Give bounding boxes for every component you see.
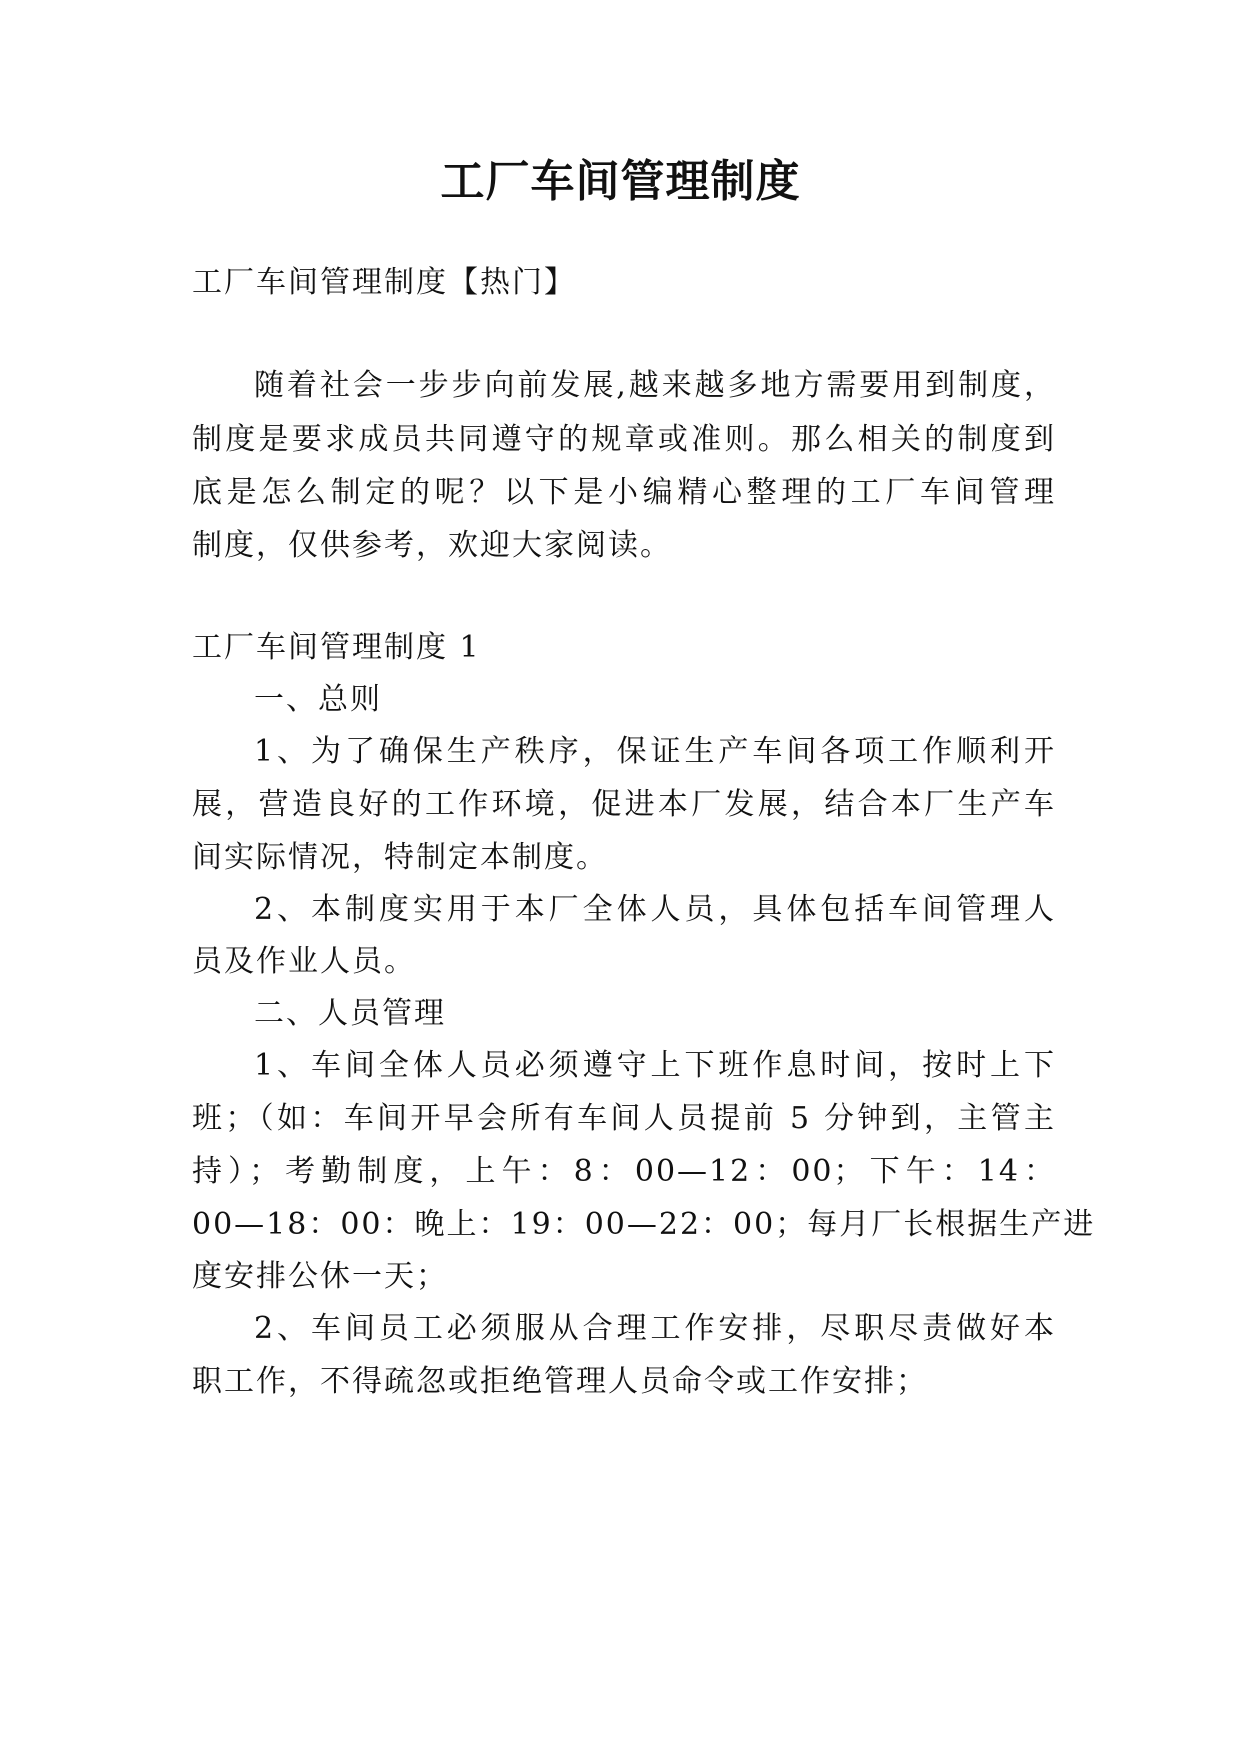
heading-general: 一、总则: [254, 682, 382, 717]
general-item-1-line-2: 展，营造良好的工作环境，促进本厂发展，结合本厂生产车: [192, 787, 1056, 822]
personnel-item-1-line-2: 班；（如：车间开早会所有车间人员提前 5 分钟到，主管主: [192, 1101, 1056, 1136]
intro-line-1: 随着社会一步步向前发展,越来越多地方需要用到制度，: [254, 368, 1056, 403]
general-item-2-line-2: 员及作业人员。: [192, 944, 416, 979]
personnel-item-1-line-3: 持）；考勤制度，上午：8：00—12：00；下午：14：: [192, 1154, 1056, 1189]
general-item-1-line-1: 1、为了确保生产秩序，保证生产车间各项工作顺利开: [254, 734, 1056, 769]
intro-line-2: 制度是要求成员共同遵守的规章或准则。那么相关的制度到: [192, 422, 1056, 457]
personnel-item-1-line-4: 00—18：00：晚上：19：00—22：00；每月厂长根据生产进: [192, 1207, 1096, 1242]
general-item-2-line-1: 2、本制度实用于本厂全体人员，具体包括车间管理人: [254, 892, 1056, 927]
section-1-title: 工厂车间管理制度 1: [192, 630, 481, 665]
personnel-item-1-line-5: 度安排公休一天；: [192, 1259, 448, 1294]
heading-personnel: 二、人员管理: [254, 996, 446, 1031]
document-title: 工厂车间管理制度: [440, 156, 801, 207]
personnel-item-2-line-1: 2、车间员工必须服从合理工作安排，尽职尽责做好本: [254, 1311, 1056, 1346]
intro-line-3: 底是怎么制定的呢？以下是小编精心整理的工厂车间管理: [192, 475, 1056, 510]
document-subtitle: 工厂车间管理制度【热门】: [192, 265, 576, 300]
personnel-item-1-line-1: 1、车间全体人员必须遵守上下班作息时间，按时上下: [254, 1048, 1056, 1083]
intro-line-4: 制度，仅供参考，欢迎大家阅读。: [192, 528, 672, 563]
general-item-1-line-3: 间实际情况，特制定本制度。: [192, 840, 608, 875]
personnel-item-2-line-2: 职工作，不得疏忽或拒绝管理人员命令或工作安排；: [192, 1364, 928, 1399]
